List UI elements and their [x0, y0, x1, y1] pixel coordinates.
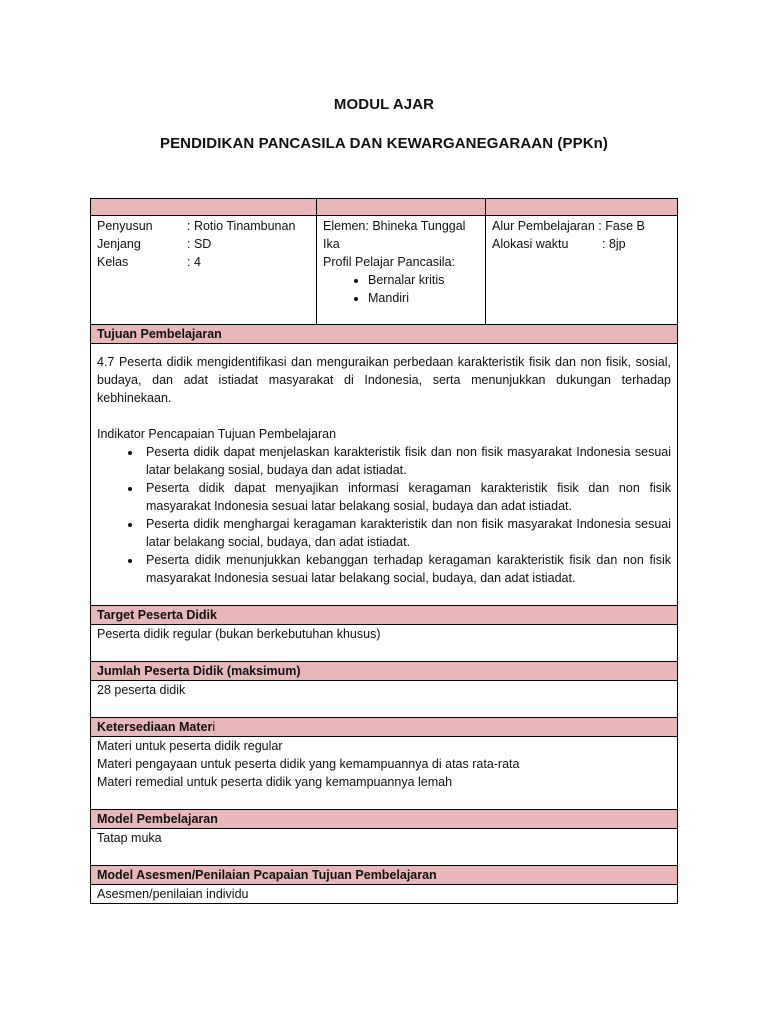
- asesmen-heading: Model Asesmen/Penilaian Pcapaian Tujuan Pembelajaran: [91, 866, 678, 885]
- profil-list: [323, 271, 479, 307]
- list-item: • Peserta didik menunjukkan kebanggan terhadap keragaman karakteristik fisik dan non fisik masyarakat Indonesia sesuai latar belakang social, budaya, dan adat istiadat.: [142, 551, 671, 587]
- jenjang-label: Jenjang: [97, 237, 141, 251]
- profil-label: Profil Pelajar Pancasila:: [323, 255, 456, 269]
- kelas-value: : 4: [187, 255, 201, 269]
- tujuan-content: [91, 344, 678, 606]
- indikator-list: [97, 443, 671, 587]
- materi-line: Materi pengayaan untuk peserta didik yang kemampuannya di atas rata-rata: [97, 757, 520, 771]
- module-table: [90, 198, 678, 904]
- jumlah-content-row: [91, 681, 678, 718]
- tujuan-paragraph: 4.7 Peserta didik mengidentifikasi dan menguraikan perbedaan karakteristik fisik dan non fisik, sosial, budaya, dan adat istiadat masyarakat di Indonesia, serta menunjukkan dukungan terhadap kebhinekaan.: [97, 355, 671, 405]
- target-heading: Target Peserta Didik: [91, 606, 678, 625]
- tujuan-content-row: [91, 344, 678, 606]
- target-value: Peserta didik regular (bukan berkebutuhan khusus): [91, 625, 678, 662]
- model-content-row: [91, 829, 678, 866]
- indikator-label: Indikator Pencapaian Tujuan Pembelajaran: [97, 427, 337, 441]
- identity-row: [91, 216, 678, 325]
- identity-cell: [91, 216, 317, 325]
- header-cell-2: [317, 199, 486, 216]
- alur-cell: [486, 216, 678, 325]
- tujuan-heading: Tujuan Pembelajaran: [91, 325, 678, 344]
- list-item: • Peserta didik menghargai keragaman karakteristik dan non fisik masyarakat Indonesia sesuai latar belakang social, budaya, dan adat istiadat.: [142, 515, 671, 551]
- model-heading: Model Pembelajaran: [91, 810, 678, 829]
- header-cell-1: [91, 199, 317, 216]
- model-value: Tatap muka: [91, 829, 678, 866]
- list-item: • Mandiri: [368, 289, 479, 307]
- header-cell-3: [486, 199, 678, 216]
- kelas-label: Kelas: [97, 255, 129, 269]
- elemen-line-1: Elemen: Bhineka Tunggal: [323, 219, 466, 233]
- materi-header-row: [91, 718, 678, 737]
- list-item: • Peserta didik dapat menyajikan informasi keragaman karakteristik fisik dan non fisik masyarakat Indonesia sesuai latar belakang sosial, budaya dan adat istiadat.: [142, 479, 671, 515]
- document-subtitle: PENDIDIKAN PANCASILA DAN KEWARGANEGARAAN (PPKn): [159, 135, 609, 152]
- penyusun-value: : Rotio Tinambunan: [187, 219, 296, 233]
- asesmen-value: Asesmen/penilaian individu: [91, 885, 678, 904]
- tujuan-header-row: [91, 325, 678, 344]
- alokasi-label: Alokasi waktu: [492, 237, 569, 251]
- asesmen-header-row: [91, 866, 678, 885]
- alokasi-value: : 8jp: [602, 237, 626, 251]
- list-item: • Bernalar kritis: [368, 271, 479, 289]
- jumlah-heading: Jumlah Peserta Didik (maksimum): [91, 662, 678, 681]
- jenjang-value: : SD: [187, 237, 212, 251]
- kelas-line: [97, 253, 310, 271]
- materi-content: [91, 737, 678, 810]
- materi-heading: [91, 718, 678, 737]
- penyusun-line: [97, 217, 310, 235]
- materi-content-row: [91, 737, 678, 810]
- target-content-row: [91, 625, 678, 662]
- table-top-header-row: [91, 199, 678, 216]
- materi-line: Materi untuk peserta didik regular: [97, 739, 283, 753]
- jumlah-header-row: [91, 662, 678, 681]
- target-header-row: [91, 606, 678, 625]
- document-title: MODUL AJAR: [333, 96, 435, 113]
- penyusun-label: Penyusun: [97, 219, 153, 233]
- elemen-cell: [317, 216, 486, 325]
- elemen-line-2: Ika: [323, 237, 340, 251]
- jenjang-line: [97, 235, 310, 253]
- alokasi-line: [492, 235, 671, 253]
- model-header-row: [91, 810, 678, 829]
- materi-heading-bold: Ketersediaan Mater: [97, 720, 213, 734]
- alur-line: Alur Pembelajaran : Fase B: [492, 219, 645, 233]
- jumlah-value: 28 peserta didik: [91, 681, 678, 718]
- list-item: • Peserta didik dapat menjelaskan karakteristik fisik dan non fisik masyarakat Indonesia sesuai latar belakang sosial, budaya dan adat istiadat.: [142, 443, 671, 479]
- materi-line: Materi remedial untuk peserta didik yang kemampuannya lemah: [97, 775, 453, 789]
- materi-heading-tail: i: [212, 720, 216, 734]
- asesmen-content-row: [91, 885, 678, 904]
